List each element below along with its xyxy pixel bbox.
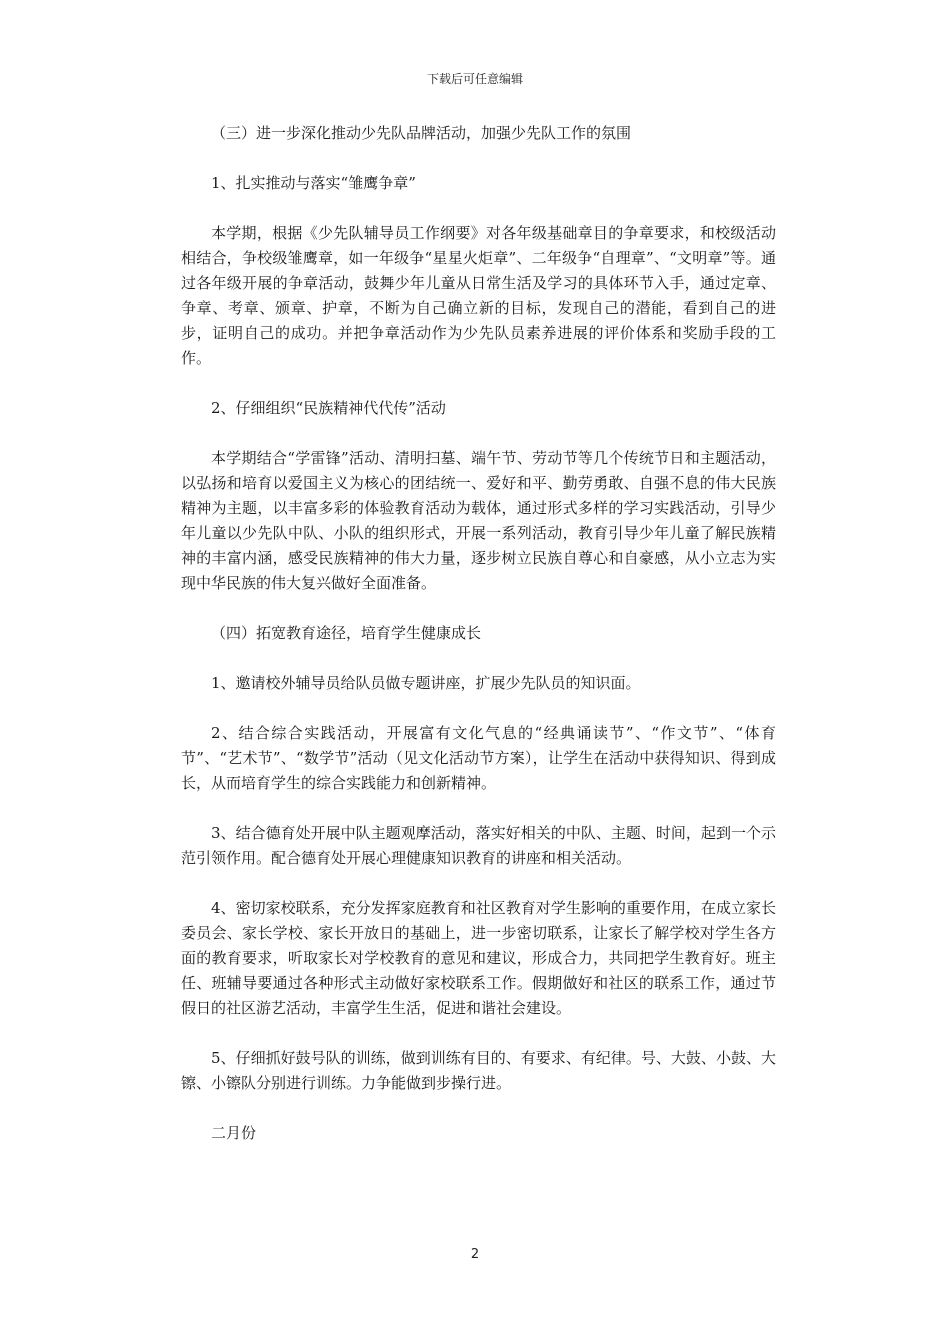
subheading-1: 1、扎实推动与落实“雏鹰争章” (211, 174, 416, 192)
list-item: 2、结合综合实践活动，开展富有文化气息的“经典诵读节”、“作文节”、“体育节”、“艺术节”、“数学节”活动（见文化活动节方案），让学生在活动中获得知识、得到成长，从而培育学生的综合实践能力和创新精神。 (181, 724, 776, 792)
section-heading-3: （三）进一步深化推动少先队品牌活动，加强少先队工作的氛围 (211, 124, 632, 142)
list-item: 4、密切家校联系，充分发挥家庭教育和社区教育对学生影响的重要作用，在成立家长委员会、家长学校、家长开放日的基础上，进一步密切联系，让家长了解学校对学生各方面的教育要求，听取家长对学校教育的意见和建议，形成合力，共同把学生教育好。班主任、班辅导要通过各种形式主动做好家校联系工作。假期做好和社区的联系工作，通过节假日的社区游艺活动，丰富学生生活，促进和谐社会建设。 (181, 899, 776, 1017)
month-heading: 二月份 (211, 1124, 257, 1142)
subheading-2: 2、仔细组织“民族精神代代传”活动 (211, 399, 446, 417)
page-number: 2 (470, 1247, 480, 1262)
page-header: 下载后可任意编辑 (426, 72, 523, 86)
list-item: 1、邀请校外辅导员给队员做专题讲座，扩展少先队员的知识面。 (211, 674, 641, 692)
section-heading-4: （四）拓宽教育途径，培育学生健康成长 (211, 624, 482, 642)
list-item: 3、结合德育处开展中队主题观摩活动，落实好相关的中队、主题、时间，起到一个示范引领作用。配合德育处开展心理健康知识教育的讲座和相关活动。 (181, 824, 776, 867)
paragraph: 本学期结合“学雷锋”活动、清明扫墓、端午节、劳动节等几个传统节日和主题活动，以弘扬和培育以爱国主义为核心的团结统一、爱好和平、勤劳勇敢、自强不息的伟大民族精神为主题，以丰富多彩的体验教育活动为载体，通过形式多样的学习实践活动，引导少年儿童以少先队中队、小队的组织形式，开展一系列活动，教育引导少年儿童了解民族精神的丰富内涵，感受民族精神的伟大力量，逐步树立民族自尊心和自豪感，从小立志为实现中华民族的伟大复兴做好全面准备。 (181, 449, 776, 592)
paragraph: 本学期，根据《少先队辅导员工作纲要》对各年级基础章目的争章要求，和校级活动相结合，争校级雏鹰章，如一年级争“星星火炬章”、二年级争“自理章”、“文明章”等。通过各年级开展的争章活动，鼓舞少年儿童从日常生活及学习的具体环节入手，通过定章、争章、考章、颁章、护章，不断为自己确立新的目标，发现自己的潜能，看到自己的进步，证明自己的成功。并把争章活动作为少先队员素养进展的评价体系和奖励手段的工作。 (181, 224, 776, 367)
list-item: 5、仔细抓好鼓号队的训练，做到训练有目的、有要求、有纪律。号、大鼓、小鼓、大镲、小镲队分别进行训练。力争能做到步操行进。 (181, 1049, 776, 1092)
document-body (181, 121, 776, 1171)
